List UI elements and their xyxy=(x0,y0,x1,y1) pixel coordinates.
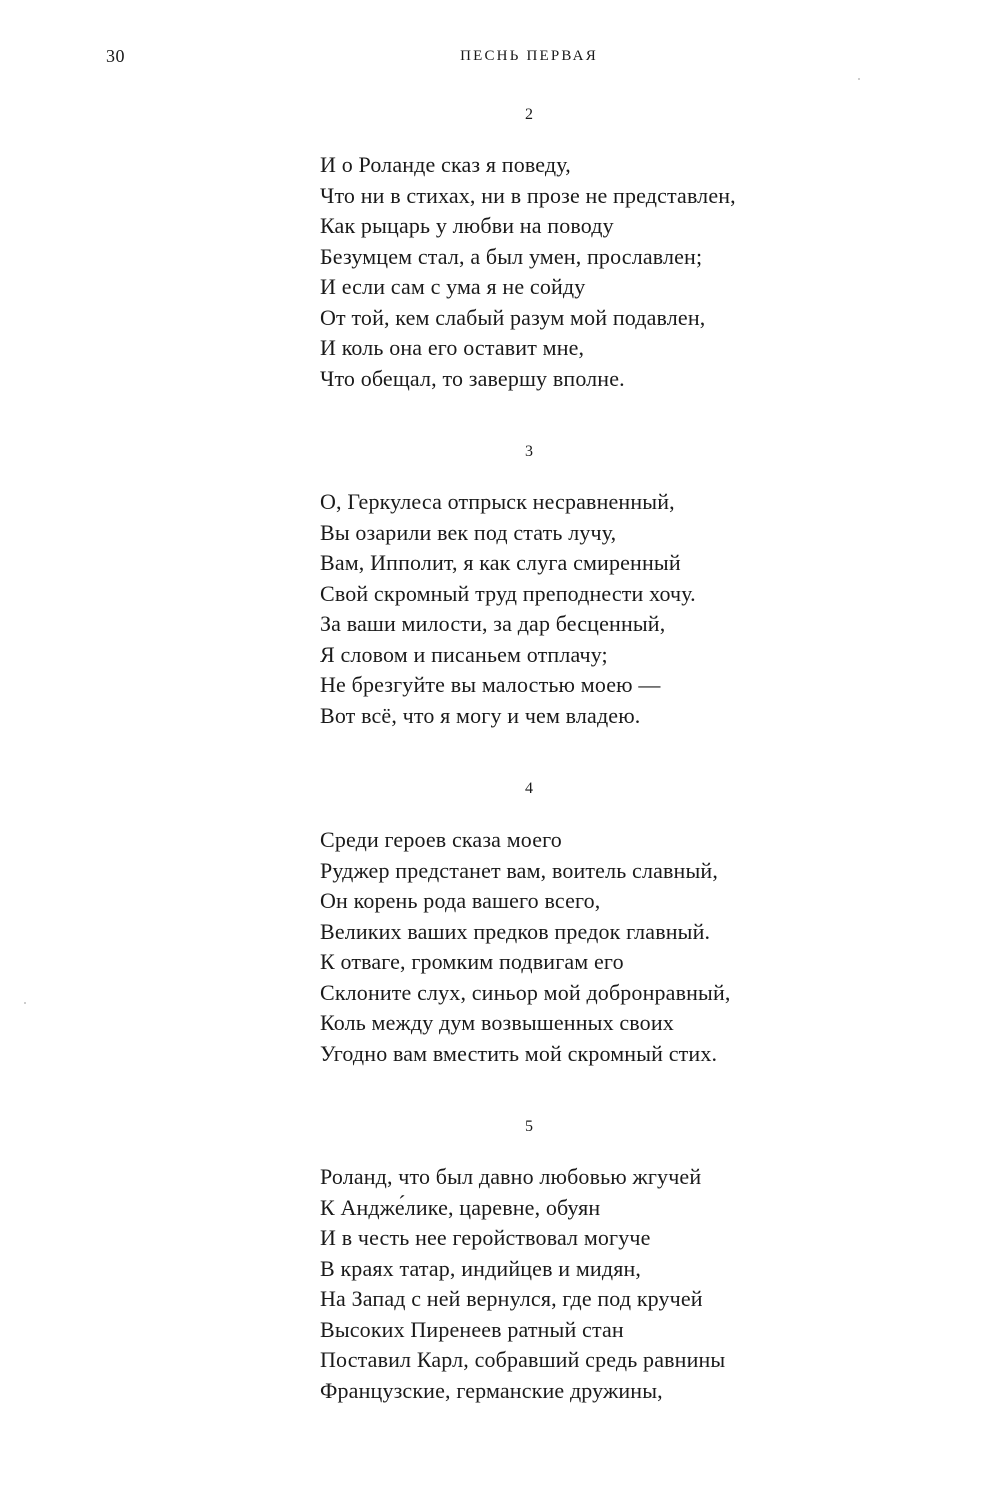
verse-line: Склоните слух, синьор мой добронравный, xyxy=(320,979,731,1005)
verse-line: Роланд, что был давно любовью жгучей xyxy=(320,1164,702,1189)
verse-line: Руджер предстанет вам, воитель славный, xyxy=(320,857,718,883)
verse-line: И если сам с ума я не сойду xyxy=(320,274,586,299)
stanza-number: 5 xyxy=(525,1118,533,1135)
verse-line: И о Роланде сказ я поведу, xyxy=(320,152,571,177)
verse-line: Среди героев сказа моего xyxy=(320,827,562,852)
verse-line: Что ни в стихах, ни в прозе не представлен, xyxy=(320,182,736,208)
verse-line: Коль между дум возвышенных своих xyxy=(320,1010,674,1035)
stanza-number: 3 xyxy=(525,443,533,460)
verse-line: Высоких Пиренеев ратный стан xyxy=(320,1316,624,1342)
verse-line: Не брезгуйте вы малостью моею — xyxy=(320,672,661,697)
stanza xyxy=(320,487,696,731)
verse-line: Угодно вам вместить мой скромный стих. xyxy=(320,1040,718,1066)
paper-speck xyxy=(858,78,860,80)
verse-line: За ваши милости, за дар бесценный, xyxy=(320,611,666,636)
verse-line: О, Геркулеса отпрыск несравненный, xyxy=(320,489,675,514)
verse-line: Французские, германские дружины, xyxy=(320,1377,663,1403)
stanza-number: 4 xyxy=(525,780,533,797)
stanza xyxy=(320,1162,725,1406)
verse-line: И в честь нее геройствовал могуче xyxy=(320,1225,651,1250)
verse-line: Он корень рода вашего всего, xyxy=(320,888,601,913)
verse-line: В краях татар, индийцев и мидян, xyxy=(320,1255,642,1281)
page-number: 30 xyxy=(106,46,125,66)
verse-line: Безумцем стал, а был умен, прославлен; xyxy=(320,243,703,269)
verse-line: На Запад с ней вернулся, где под кручей xyxy=(320,1286,703,1311)
stanza xyxy=(320,150,736,394)
verse-line: Поставил Карл, собравший средь равнины xyxy=(320,1347,726,1372)
running-head: ПЕСНЬ ПЕРВАЯ xyxy=(460,48,598,64)
verse-line: Я словом и писаньем отплачу; xyxy=(320,641,608,667)
verse-line: Вы озарили век под стать лучу, xyxy=(320,519,617,545)
verse-line: Как рыцарь у любви на поводу xyxy=(320,213,614,238)
verse-line: Вот всё, что я могу и чем владею. xyxy=(320,702,641,728)
verse-line: От той, кем слабый разум мой подавлен, xyxy=(320,304,706,330)
verse-line: Великих ваших предков предок главный. xyxy=(320,918,711,944)
verse-line: Что обещал, то завершу вполне. xyxy=(320,365,625,391)
stanza-number: 2 xyxy=(525,106,533,123)
verse-line: И коль она его оставит мне, xyxy=(320,335,585,360)
verse-line: Вам, Ипполит, я как слуга смиренный xyxy=(320,550,681,575)
paper-speck xyxy=(24,1002,26,1004)
verse-line: К Андже́лике, царевне, обуян xyxy=(320,1194,601,1220)
verse-line: К отваге, громким подвигам его xyxy=(320,949,624,974)
verse-line: Свой скромный труд преподнести хочу. xyxy=(320,580,696,606)
stanza xyxy=(320,825,731,1069)
